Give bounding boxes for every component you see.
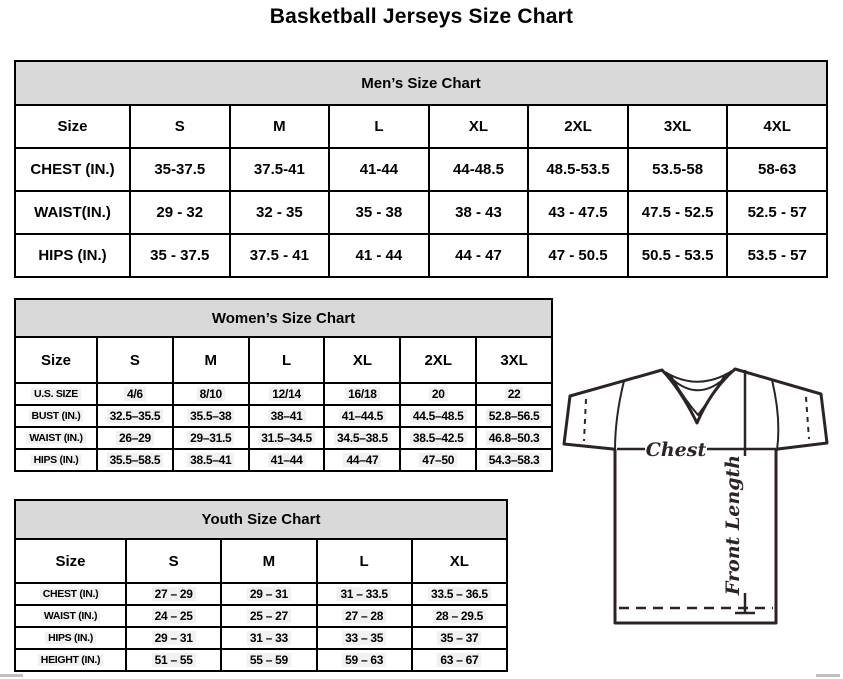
size-value-cell: [324, 383, 400, 405]
row-label-text: HIPS (IN.): [31, 454, 82, 466]
size-value-cell-text: 41–44.5: [339, 409, 386, 423]
size-value-cell: 35 - 38: [329, 191, 429, 234]
size-value-cell: 47.5 - 52.5: [628, 191, 728, 234]
size-column-header: L: [317, 539, 412, 583]
size-value-cell: 41-44: [329, 148, 429, 191]
size-value-cell: [412, 583, 507, 605]
size-value-cell: [400, 427, 476, 449]
size-value-cell: [249, 449, 325, 471]
size-column-header: 3XL: [476, 337, 552, 383]
size-value-cell: [126, 649, 221, 671]
womens-chart-title: Women’s Size Chart: [15, 299, 552, 337]
size-column-header: 2XL: [400, 337, 476, 383]
size-header-label: Size: [15, 337, 97, 383]
size-value-cell-text: 44–47: [343, 453, 381, 467]
size-value-cell-text: 34.5–38.5: [334, 431, 391, 445]
size-value-cell-text: 44.5–48.5: [410, 409, 467, 423]
size-column-header: XL: [324, 337, 400, 383]
row-label: [15, 605, 126, 627]
size-value-cell-text: 63 – 67: [437, 653, 481, 667]
mens-size-chart-table: [14, 60, 828, 278]
size-value-cell-text: 20: [429, 387, 448, 401]
size-value-cell: 35-37.5: [130, 148, 230, 191]
size-column-header: XL: [412, 539, 507, 583]
size-header-label: Size: [15, 105, 130, 148]
size-value-cell: [221, 583, 316, 605]
size-value-cell-text: 35 – 37: [437, 631, 481, 645]
size-value-cell: [249, 383, 325, 405]
size-value-cell: [400, 449, 476, 471]
page-title: Basketball Jerseys Size Chart: [269, 5, 574, 28]
row-label-text: WAIST (IN.): [41, 610, 100, 622]
size-value-cell-text: 38.5–41: [187, 453, 234, 467]
size-value-cell: 58-63: [727, 148, 827, 191]
size-value-cell: 44-48.5: [429, 148, 529, 191]
row-label: CHEST (IN.): [15, 148, 130, 191]
size-value-cell: [173, 383, 249, 405]
size-value-cell-text: 54.3–58.3: [486, 453, 543, 467]
row-label: [15, 449, 97, 471]
size-value-cell-text: 46.8–50.3: [486, 431, 543, 445]
size-value-cell-text: 33.5 – 36.5: [428, 587, 491, 601]
size-column-header: S: [126, 539, 221, 583]
horizontal-scrollbar-fragment-left[interactable]: [0, 674, 23, 677]
size-value-cell-text: 28 – 29.5: [433, 609, 486, 623]
size-value-cell-text: 35.5–38: [187, 409, 234, 423]
size-value-cell: [173, 449, 249, 471]
size-value-cell: 32 - 35: [230, 191, 330, 234]
row-label-text: CHEST (IN.): [40, 588, 102, 600]
size-column-header: L: [249, 337, 325, 383]
size-value-cell-text: 47–50: [419, 453, 457, 467]
size-column-header: M: [230, 105, 330, 148]
size-value-cell-text: 38–41: [268, 409, 306, 423]
size-value-cell-text: 22: [505, 387, 524, 401]
row-label-text: HEIGHT (IN.): [38, 654, 103, 666]
size-value-cell-text: 55 – 59: [247, 653, 291, 667]
size-value-cell: [476, 383, 552, 405]
size-value-cell: [97, 405, 173, 427]
size-value-cell-text: 12/14: [269, 387, 304, 401]
size-value-cell: [126, 627, 221, 649]
size-value-cell: 53.5-58: [628, 148, 728, 191]
size-value-cell: 38 - 43: [429, 191, 529, 234]
size-value-cell: 47 - 50.5: [528, 234, 628, 277]
size-value-cell: 37.5 - 41: [230, 234, 330, 277]
mens-chart-title: Men’s Size Chart: [15, 61, 827, 105]
size-value-cell: 48.5-53.5: [528, 148, 628, 191]
size-value-cell-text: 27 – 28: [342, 609, 386, 623]
size-value-cell-text: 29 – 31: [247, 587, 291, 601]
size-value-cell: [476, 449, 552, 471]
size-value-cell: [221, 649, 316, 671]
size-value-cell: 37.5-41: [230, 148, 330, 191]
size-value-cell: 50.5 - 53.5: [628, 234, 728, 277]
size-value-cell: [221, 605, 316, 627]
size-value-cell: [173, 405, 249, 427]
size-column-header: S: [97, 337, 173, 383]
size-column-header: S: [130, 105, 230, 148]
size-value-cell-text: 25 – 27: [247, 609, 291, 623]
size-header-label: Size: [15, 539, 126, 583]
size-value-cell-text: 51 – 55: [152, 653, 196, 667]
size-value-cell-text: 8/10: [197, 387, 225, 401]
size-value-cell: 35 - 37.5: [130, 234, 230, 277]
size-value-cell-text: 33 – 35: [342, 631, 386, 645]
jersey-measurement-diagram: [556, 360, 838, 635]
size-value-cell-text: 31 – 33.5: [337, 587, 390, 601]
row-label: HIPS (IN.): [15, 234, 130, 277]
size-value-cell: [221, 627, 316, 649]
size-value-cell: 52.5 - 57: [727, 191, 827, 234]
row-label: [15, 383, 97, 405]
size-value-cell: [317, 649, 412, 671]
size-value-cell-text: 41–44: [268, 453, 306, 467]
size-value-cell-text: 59 – 63: [342, 653, 386, 667]
front-length-label: Front Length: [722, 454, 744, 596]
size-value-cell: 44 - 47: [429, 234, 529, 277]
size-column-header: L: [329, 105, 429, 148]
row-label-text: BUST (IN.): [29, 410, 84, 422]
row-label: [15, 583, 126, 605]
size-value-cell: [317, 627, 412, 649]
size-value-cell-text: 16/18: [345, 387, 380, 401]
size-value-cell: 41 - 44: [329, 234, 429, 277]
size-value-cell: [476, 427, 552, 449]
size-value-cell: [324, 427, 400, 449]
row-label-text: WAIST (IN.): [26, 432, 85, 444]
size-value-cell-text: 29–31.5: [187, 431, 234, 445]
size-column-header: M: [173, 337, 249, 383]
youth-chart-title: Youth Size Chart: [15, 500, 507, 539]
size-value-cell: [97, 427, 173, 449]
size-value-cell-text: 24 – 25: [152, 609, 196, 623]
size-value-cell: [126, 583, 221, 605]
row-label: [15, 427, 97, 449]
size-value-cell-text: 27 – 29: [152, 587, 196, 601]
size-value-cell: 43 - 47.5: [528, 191, 628, 234]
horizontal-scrollbar-fragment-right[interactable]: [816, 674, 840, 677]
size-value-cell: 53.5 - 57: [727, 234, 827, 277]
size-value-cell: [173, 427, 249, 449]
size-value-cell: [324, 449, 400, 471]
size-value-cell: [412, 627, 507, 649]
size-value-cell-text: 4/6: [124, 387, 146, 401]
size-value-cell-text: 35.5–58.5: [107, 453, 164, 467]
row-label-text: U.S. SIZE: [31, 388, 81, 400]
size-value-cell: [324, 405, 400, 427]
size-value-cell: [400, 383, 476, 405]
size-value-cell-text: 31.5–34.5: [258, 431, 315, 445]
chest-label: Chest: [645, 439, 707, 461]
jersey-outline-shape: [564, 369, 827, 623]
size-column-header: XL: [429, 105, 529, 148]
size-column-header: M: [221, 539, 316, 583]
size-value-cell: [126, 605, 221, 627]
size-value-cell-text: 52.8–56.5: [486, 409, 543, 423]
size-value-cell: [249, 405, 325, 427]
size-value-cell: [97, 449, 173, 471]
size-value-cell: [400, 405, 476, 427]
size-value-cell-text: 29 – 31: [152, 631, 196, 645]
youth-size-chart-table: [14, 499, 508, 672]
womens-size-chart-table: [14, 298, 553, 472]
row-label: [15, 405, 97, 427]
row-label: [15, 627, 126, 649]
size-value-cell: [317, 605, 412, 627]
size-value-cell-text: 26–29: [116, 431, 154, 445]
row-label-text: HIPS (IN.): [45, 632, 96, 644]
size-value-cell: 29 - 32: [130, 191, 230, 234]
size-value-cell-text: 32.5–35.5: [107, 409, 164, 423]
size-value-cell-text: 38.5–42.5: [410, 431, 467, 445]
size-value-cell: [412, 649, 507, 671]
size-value-cell: [412, 605, 507, 627]
row-label: WAIST(IN.): [15, 191, 130, 234]
size-column-header: 2XL: [528, 105, 628, 148]
size-value-cell: [249, 427, 325, 449]
row-label: [15, 649, 126, 671]
size-column-header: 4XL: [727, 105, 827, 148]
size-value-cell: [97, 383, 173, 405]
size-value-cell-text: 31 – 33: [247, 631, 291, 645]
size-column-header: 3XL: [628, 105, 728, 148]
size-value-cell: [317, 583, 412, 605]
size-value-cell: [476, 405, 552, 427]
